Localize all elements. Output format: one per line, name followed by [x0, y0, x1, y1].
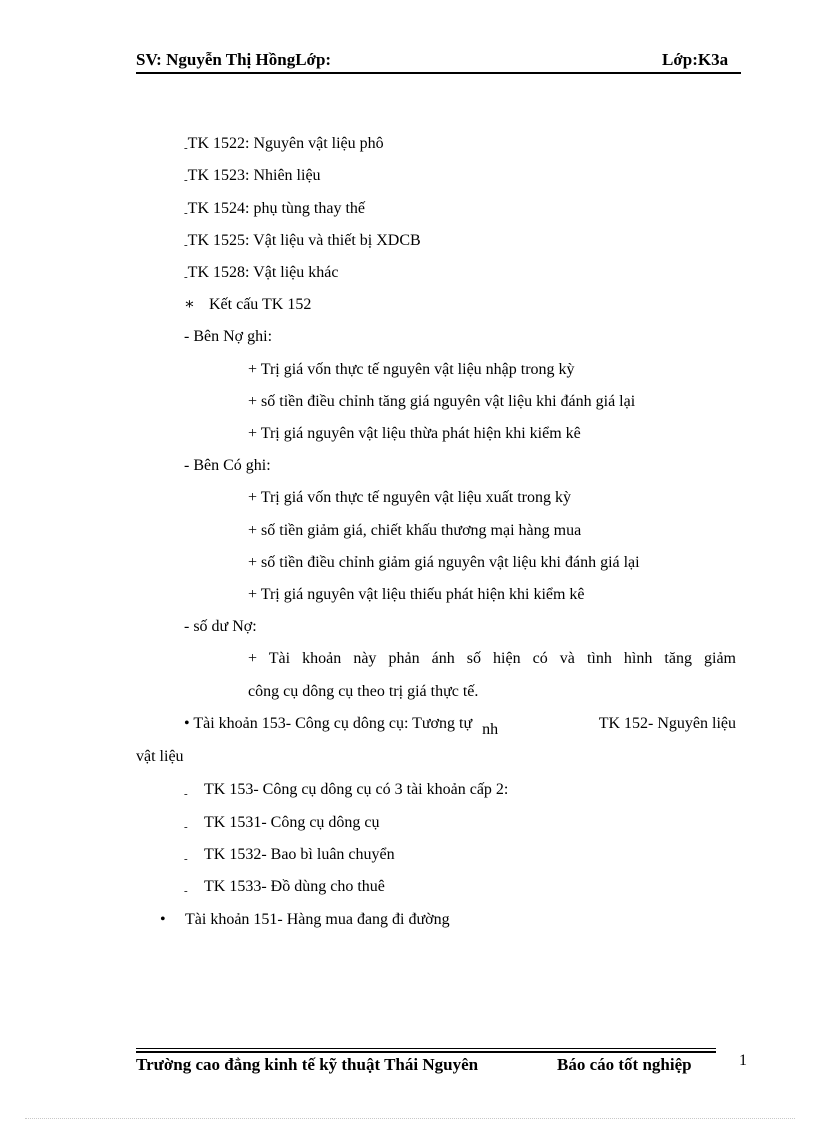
credit-item: + số tiền điều chỉnh giảm giá nguyên vật liệu khi đánh giá lại	[248, 554, 640, 571]
credit-heading: - Bên Có ghi:	[184, 457, 271, 474]
balance-heading: - số dư Nợ:	[184, 618, 257, 635]
credit-item: + Trị giá vốn thực tế nguyên vật liệu xuất trong kỳ	[248, 489, 571, 506]
list-item-text: TK 1528: Vật liệu khác	[187, 264, 339, 281]
list-item-text: TK 1533- Đồ dùng cho thuê	[204, 878, 385, 895]
list-item-tk1532	[184, 845, 395, 869]
paragraph-text: Tài khoản 151- Hàng mua đang đi đường	[185, 911, 450, 928]
stray-fragment: nh	[482, 721, 499, 738]
debit-heading: - Bên Nợ ghi:	[184, 328, 273, 345]
dash-marker: -	[184, 207, 188, 219]
list-item-text: TK 1522: Nguyên vật liệu phô	[187, 135, 384, 152]
header-rule	[136, 72, 741, 74]
balance-item-continued: công cụ dông cụ theo trị giá thực tế.	[248, 683, 479, 700]
paragraph-tk153-continued: vật liệu	[136, 748, 184, 765]
paragraph-text-end: TK 152- Nguyên liệu	[598, 715, 736, 732]
debit-item: + số tiền điều chỉnh tăng giá nguyên vật liệu khi đánh giá lại	[248, 393, 636, 410]
balance-item: + Tài khoản này phản ánh số hiện có và tình hình tăng giảm	[248, 650, 736, 667]
dash-marker: -	[184, 174, 188, 186]
credit-item: + số tiền giảm giá, chiết khấu thương mại hàng mua	[248, 522, 582, 539]
debit-item: + Trị giá vốn thực tế nguyên vật liệu nhập trong kỳ	[248, 361, 575, 378]
page-number: 1	[739, 1052, 747, 1069]
dash-marker: -	[184, 821, 188, 833]
debit-item: + Trị giá nguyên vật liệu thừa phát hiện khi kiểm kê	[248, 425, 581, 442]
header-student-name: SV: Nguyễn Thị HồngLớp:	[136, 50, 332, 69]
credit-item: + Trị giá nguyên vật liệu thiếu phát hiện khi kiểm kê	[248, 586, 585, 603]
list-item-text: TK 1524: phụ tùng thay thế	[187, 200, 365, 217]
list-item-text: TK 153- Công cụ dông cụ có 3 tài khoản cấp 2:	[204, 781, 509, 798]
list-item-tk1533	[184, 877, 385, 901]
dash-marker: -	[184, 885, 188, 897]
page-bottom-border	[25, 1118, 795, 1119]
bullet-marker: •	[160, 911, 166, 928]
footer-school-name: Trường cao đẳng kinh tế kỹ thuật Thái Nguyên	[136, 1055, 479, 1074]
dash-marker: -	[184, 239, 188, 251]
section-heading-ket-cau	[184, 295, 311, 315]
paragraph-tk151	[160, 910, 450, 930]
paragraph-text: Tài khoản 153- Công cụ dông cụ: Tương tự	[193, 715, 473, 732]
dash-marker: -	[184, 853, 188, 865]
asterisk-marker: ∗	[184, 296, 195, 313]
heading-text: Kết cấu TK 152	[209, 296, 312, 313]
list-item-text: TK 1525: Vật liệu và thiết bị XDCB	[187, 232, 421, 249]
list-item-text: TK 1532- Bao bì luân chuyển	[204, 846, 395, 863]
list-item-tk153	[184, 780, 508, 804]
dash-marker: -	[184, 788, 188, 800]
dash-marker: -	[184, 142, 188, 154]
dash-marker: -	[184, 271, 188, 283]
list-item-tk1531	[184, 813, 380, 837]
footer-rule-bottom	[136, 1051, 716, 1053]
list-item-text: TK 1523: Nhiên liệu	[187, 167, 321, 184]
list-item-tk1528	[184, 263, 338, 287]
paragraph-tk153	[184, 714, 736, 738]
bullet-marker: •	[184, 715, 190, 732]
footer-rule-top	[136, 1048, 716, 1049]
list-item-tk1522	[184, 134, 384, 158]
header-class: Lớp:K3a	[662, 50, 729, 69]
list-item-tk1524	[184, 199, 365, 223]
footer-report-title: Báo cáo tốt nghiệp	[557, 1055, 692, 1074]
list-item-tk1525	[184, 231, 421, 255]
list-item-tk1523	[184, 166, 321, 190]
list-item-text: TK 1531- Công cụ dông cụ	[204, 814, 380, 831]
